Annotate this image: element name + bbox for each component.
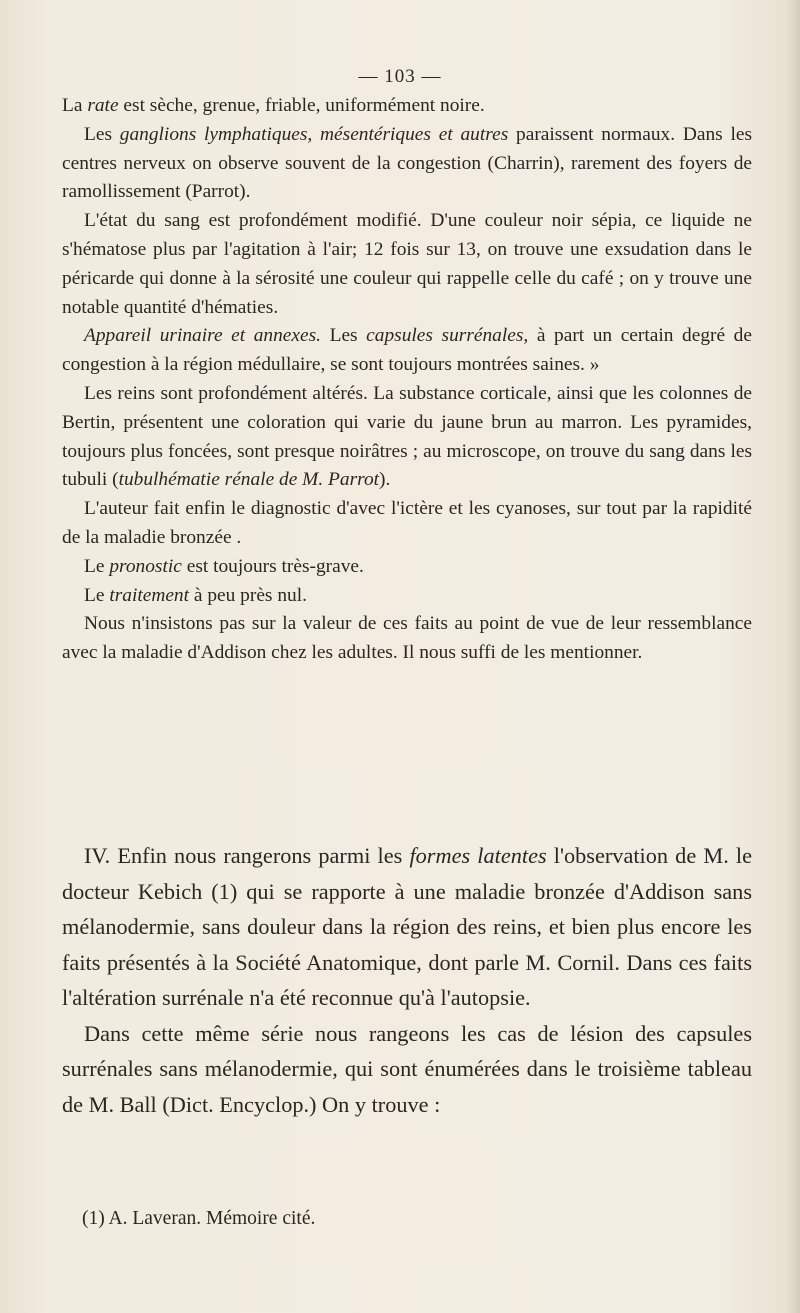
text-run: L'état du sang est profondément modifié. D'une couleur noir sépia, ce liquide ne s'hématose plus par l'agitation à l'air; 12 fois sur 13, on trouve une exsudation dans le péricarde qui donne à la sérosité une couleur qui rappelle celle du café ; on y trouve une notable quantité d'hématies. xyxy=(62,210,752,318)
text-run: Le xyxy=(84,555,110,577)
text-run: Les xyxy=(321,325,367,347)
text-run: pronostic xyxy=(109,555,182,577)
text-run: l'observation de M. le docteur Kebich (1) qui se rapporte à une maladie bronzée d'Addison sans mélanodermie, sans douleur dans la région des reins, et bien plus encore les faits présentés à la Société Anatomique, dont parle M. Cornil. Dans ces faits l'altération surrénale n'a été reconnue qu'à l'autopsie. xyxy=(62,843,753,1010)
text-run: est sèche, grenue, friable, uniformément noire. xyxy=(118,95,485,116)
text-run: Le xyxy=(84,584,110,606)
footnote: (1) A. Laveran. Mémoire cité. xyxy=(82,1208,316,1229)
text-run: ). xyxy=(379,469,391,491)
text-block-small xyxy=(62,92,752,668)
text-run: Les xyxy=(84,123,120,145)
text-run: tubulhématie rénale de M. Parrot xyxy=(118,469,380,491)
text-run: traitement xyxy=(109,584,190,606)
text-run: La xyxy=(62,95,88,116)
text-run: Appareil urinaire et annexes. xyxy=(84,325,322,347)
text-run: Nous n'insistons pas sur la valeur de ces faits au point de vue de leur ressemblance avec la maladie d'Addison chez les adultes. Il nous suffi de les mentionner. xyxy=(62,613,752,664)
paragraph-diagnostic xyxy=(62,495,752,553)
text-run: L'auteur fait enfin le diagnostic d'avec l'ictère et les cyanoses, sur tout par la rapidité de la maladie bronzée . xyxy=(62,498,752,548)
paragraph-formes-latentes xyxy=(62,838,752,1016)
text-run: IV. Enfin nous rangerons parmi les xyxy=(84,843,410,868)
text-run: à part un certain degré de congestion à la région médullaire, se sont toujours montrées saines. » xyxy=(62,325,752,376)
text-run: à peu près nul. xyxy=(189,584,307,606)
text-run: capsules surrénales, xyxy=(366,325,529,347)
paragraph-rate xyxy=(62,92,752,121)
paragraph-serie xyxy=(62,1016,752,1123)
paragraph-ganglions xyxy=(62,121,752,207)
page-number: — 103 — xyxy=(358,66,442,87)
text-run: est toujours très-grave. xyxy=(181,555,364,577)
paragraph-reins xyxy=(62,380,752,495)
paragraph-conclusion xyxy=(62,610,752,668)
text-run: Dans cette même série nous rangeons les cas de lésion des capsules surrénales sans mélanodermie, qui sont énumérées dans le troisième tableau de M. Ball (Dict. Encyclop.) On y trouve : xyxy=(62,1020,752,1117)
page-edge-shadow xyxy=(786,0,800,1313)
text-run: ganglions lymphatiques, mésentériques et autres xyxy=(119,123,509,145)
paragraph-pronostic xyxy=(62,553,752,582)
paragraph-sang xyxy=(62,207,752,322)
text-run: rate xyxy=(87,95,119,116)
text-block-large xyxy=(62,838,752,1122)
text-run: formes latentes xyxy=(409,843,547,868)
paragraph-traitement xyxy=(62,582,752,611)
text-run: paraissent normaux. Dans les centres nerveux on observe souvent de la congestion (Charrin), rarement des foyers de ramollissement (Parrot). xyxy=(62,123,753,203)
text-run: Les reins sont profondément altérés. La substance corticale, ainsi que les colonnes de Bertin, présentent une coloration qui varie du jaune brun au marron. Les pyramides, toujours plus foncées, sont presque noirâtres ; au microscope, on trouve du sang dans les tubuli ( xyxy=(62,382,752,491)
paragraph-appareil-urinaire xyxy=(62,322,752,380)
